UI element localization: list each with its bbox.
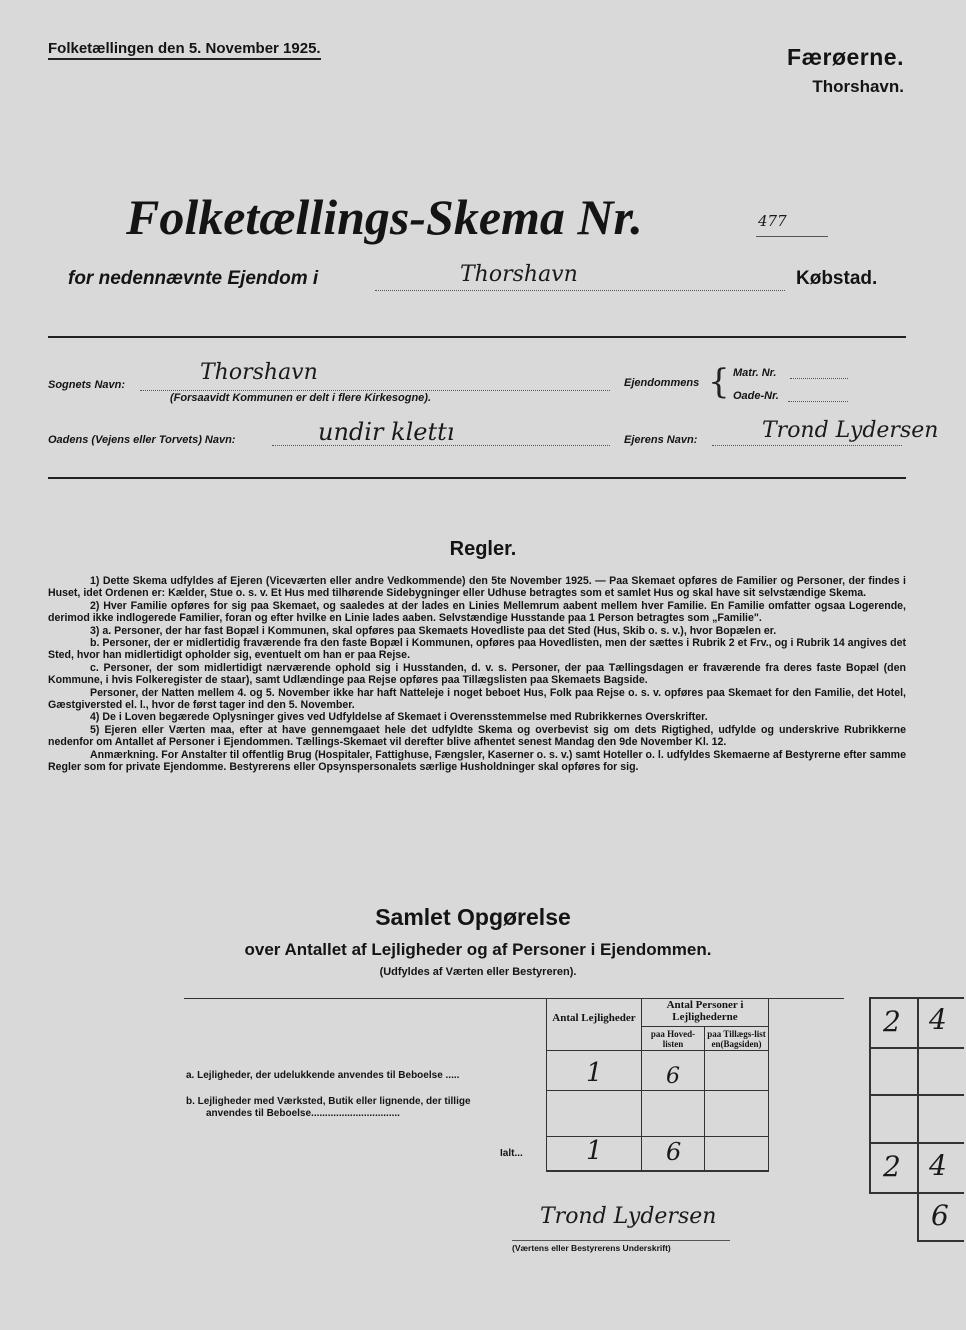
header-hovedlisten: paa Hoved-listen	[650, 1029, 696, 1049]
summary-title: Samlet Opgørelse	[375, 904, 571, 930]
street-handwritten: undir klettı	[318, 418, 455, 446]
parish-fill-line	[140, 390, 610, 391]
rule-2: 2) Hver Familie opføres for sig paa Skemaet, og saaledes at der lades en Linies Mellemrum aabent mellem hver Familie. En Familie omfatter ogsaa Logerende, derimod ikke indlogerede Familier, foran og efter hvilke en Linie lades aaben. Selvstændige Husstande paa 1 Person betragtes som „Familie".	[48, 599, 906, 625]
country-name: Færøerne.	[787, 44, 904, 70]
table-row-line-a	[546, 1090, 768, 1091]
signature-handwritten: Trond Lydersen	[540, 1204, 717, 1229]
summary-note: (Udfyldes af Værten eller Bestyreren).	[379, 966, 577, 978]
table-bottom-line	[546, 1170, 768, 1172]
matr-label: Matr. Nr.	[733, 367, 777, 379]
place-fill-line	[375, 290, 785, 291]
side-r4-right-value: 4	[929, 1149, 947, 1182]
side-col-left	[869, 997, 871, 1192]
brace-icon: {	[708, 362, 730, 402]
table-col-line-2	[641, 998, 642, 1172]
owner-handwritten: Trond Lydersen	[762, 418, 939, 443]
kobstad-label: Købstad.	[796, 268, 878, 289]
place-handwritten: Thorshavn	[460, 262, 578, 287]
property-label: Ejendommens	[624, 377, 700, 389]
row-ialt-label: Ialt...	[500, 1148, 523, 1159]
rule-4: 4) De i Loven begærede Oplysninger gives ved Udfyldelse af Skemaet i Overensstemmelse med Rubrikkernes Overskrifter.	[90, 711, 708, 724]
matr-fill-line	[790, 378, 848, 379]
form-number-handwritten: 477	[758, 212, 787, 230]
table-col-line-4	[768, 998, 769, 1172]
gade-label: Oade-Nr.	[733, 390, 779, 402]
table-header-bottom	[546, 1050, 768, 1051]
divider-middle	[48, 477, 906, 479]
header-tillaegslisten: paa Tillægs-listen(Bagsiden)	[707, 1029, 766, 1049]
rules-heading: Regler.	[449, 538, 517, 560]
side-r5-right-value: 6	[931, 1199, 949, 1232]
rule-3b: b. Personer, der er midlertidig fraværende fra den faste Bopæl i Kommunen, opføres paa Hovedlisten, men der sættes i Rubrik 2 et Frv., og i Rubrik 14 angives det Sted, hvor han midlertidigt opholder sig, eventuelt om han er paa Rejse.	[48, 637, 906, 662]
rule-3c: c. Personer, der som midlertidigt nærværende ophold sig i Husstanden, d. v. s. Personer, der paa Tællingsdagen er fraværende fra deres faste Bopæl (den Kommune, i hvis Folkeregister de staar), samt Udlændinge paa Rejse opføres paa Tillægslisten paa Skemaets Bagside.	[48, 661, 906, 687]
row-b-label-1: b. Lejligheder med Værksted, Butik eller lignende, der tillige	[186, 1096, 471, 1107]
side-r1-left-value: 2	[883, 1005, 901, 1038]
side-col-mid	[917, 997, 919, 1242]
signature-caption: (Værtens eller Bestyrerens Underskrift)	[512, 1243, 671, 1253]
row-a-lejligheder-value: 1	[586, 1058, 603, 1088]
parish-handwritten: Thorshavn	[200, 360, 318, 385]
table-col-line-3	[704, 1026, 705, 1172]
summary-table	[184, 998, 844, 1172]
form-number-line	[756, 236, 828, 237]
street-label: Oadens (Vejens eller Torvets) Navn:	[48, 434, 236, 446]
table-sub-header-line	[641, 1026, 768, 1027]
rule-note: Anmærkning. For Anstalter til offentlig Brug (Hospitaler, Fattighuse, Fængsler, Kaserner o. s. v.) samt Hoteller o. l. udfyldes Skemaerne af Bestyrerne efter samme Regler som for private Ejendomme. Bestyrerens eller Opsynspersonalets særlige Husholdninger skal opføres for sig.	[48, 748, 906, 774]
rule-1: 1) Dette Skema udfyldes af Ejeren (Viceværten eller andre Vedkommende) den 5te November 1925. — Paa Skemaet opføres de Familier og Personer, der findes i Huset, idet Ordenen er: Kælder, Stue o. s. v. Et Hus med tilhørende Sidebygninger eller Udhuse betragtes som et samlet Hus og skal have sit selvstændige Skema.	[48, 575, 906, 600]
owner-label: Ejerens Navn:	[624, 434, 698, 446]
side-r4-left-value: 2	[883, 1150, 901, 1183]
table-row-line-b	[546, 1136, 768, 1137]
ialt-hovedliste-value: 6	[666, 1138, 682, 1166]
rule-5: 5) Ejeren eller Værten maa, efter at have gennemgaaet hele det udfyldte Skema og overbevist sig om dets Rigtighed, udfylde og underskrive Rubrikkerne nedenfor om Antallet af Personer i Ejendommen. Tællings-Skemaet vil derefter blive afhentet senest Mandag den 9de November Kl. 12.	[48, 723, 906, 749]
rules-text	[48, 575, 906, 774]
divider-top	[48, 336, 906, 338]
side-line-bottom	[917, 1240, 964, 1242]
town-name: Thorshavn.	[812, 77, 904, 96]
parish-label: Sognets Navn:	[48, 379, 126, 391]
side-tally-table	[869, 997, 964, 1242]
form-title: Folketællings-Skema Nr.	[126, 189, 643, 245]
row-b-label-2: anvendes til Beboelse................................	[206, 1108, 400, 1119]
parish-note: (Forsaavidt Kommunen er delt i flere Kirkesogne).	[170, 392, 432, 404]
summary-subtitle: over Antallet af Lejligheder og af Personer i Ejendommen.	[244, 940, 712, 959]
header-antal-lejligheder: Antal Lejligheder	[552, 1012, 636, 1024]
ialt-lejligheder-value: 1	[586, 1136, 603, 1166]
rule-3a: 3) a. Personer, der har fast Bopæl i Kommunen, skal opføres paa Skemaets Hovedliste paa det Sted (Hus, Skib o. s. v.), hvor Bopælen er.	[90, 624, 777, 637]
owner-fill-line	[712, 445, 902, 446]
row-a-label: a. Lejligheder, der udelukkende anvendes til Beboelse .....	[186, 1070, 460, 1081]
gade-fill-line	[788, 401, 848, 402]
row-a-hovedliste-value: 6	[666, 1064, 680, 1089]
signature-line	[512, 1240, 730, 1241]
header-antal-personer: Antal Personer i Lejlighederne	[666, 999, 744, 1023]
side-r1-right-value: 4	[929, 1003, 947, 1036]
for-property-label: for nedennævnte Ejendom i	[68, 268, 319, 289]
table-col-line-1	[546, 998, 547, 1172]
census-date: Folketællingen den 5. November 1925.	[48, 40, 321, 60]
rule-night: Personer, der Natten mellem 4. og 5. November ikke har haft Natteleje i noget beboet Hus, Folk paa Rejse o. s. v. opføres paa Skemaet for den Familie, det Hotel, Gæstgiversted el. l., hvor de først tager ind den 5. November.	[48, 686, 906, 712]
